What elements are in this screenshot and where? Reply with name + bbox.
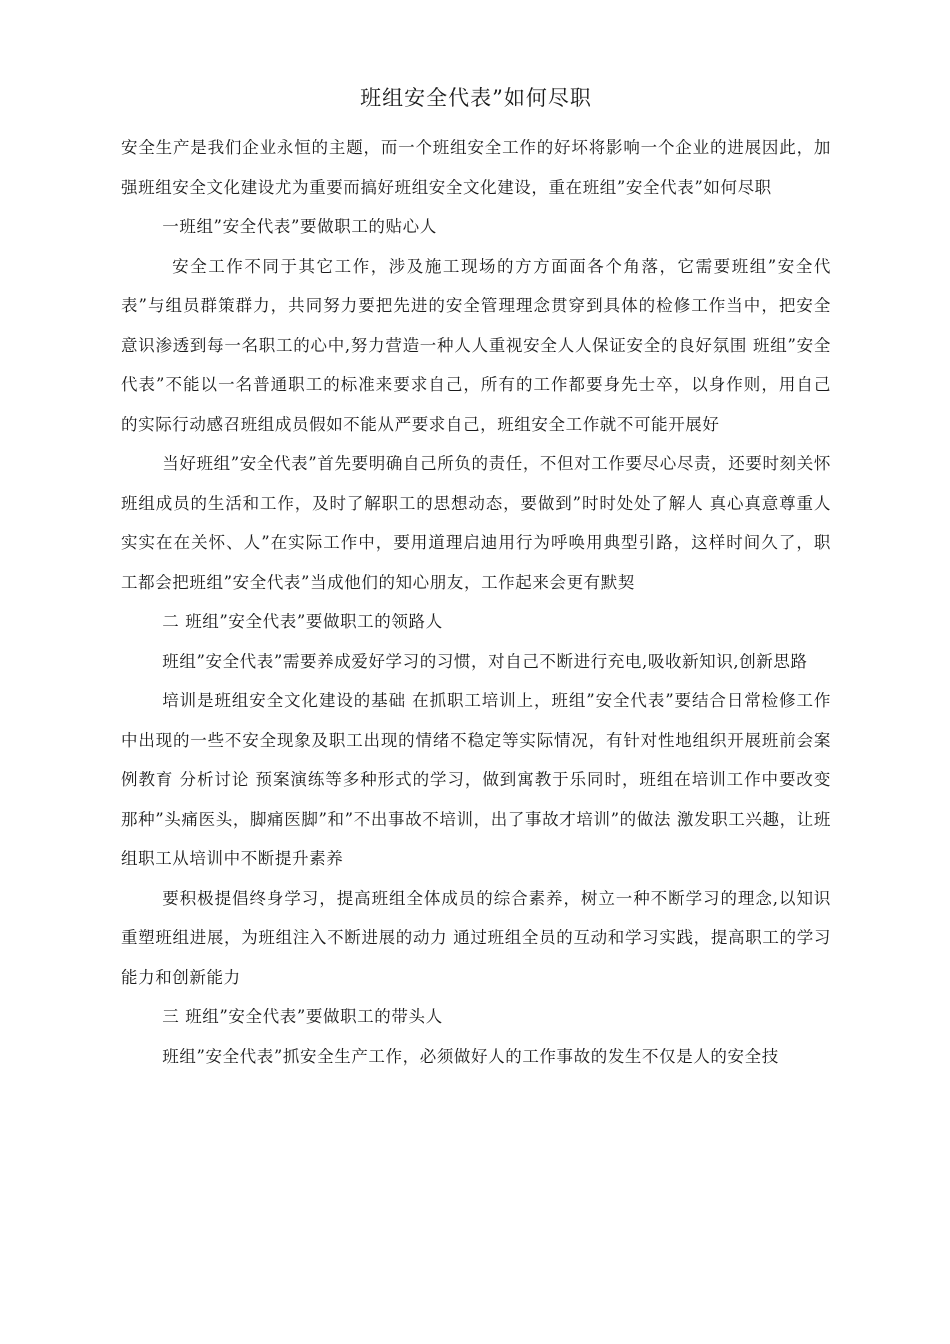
paragraph: 安全工作不同于其它工作，涉及施工现场的方方面面各个角落，它需要班组”安全代表”与组员群策群力，共同努力要把先进的安全管理理念贯穿到具体的检修工作当中，把安全意识渗透到每一名职工的心中,努力营造一种人人重视安全人人保证安全的良好氛围 班组”安全代表”不能以一名普通职工的标准来要求自己，所有的工作都要身先士卒，以身作则，用自己的实际行动感召班组成员假如不能从严要求自己，班组安全工作就不可能开展好 xyxy=(121,256,831,434)
paragraph-intro: 安全生产是我们企业永恒的主题，而一个班组安全工作的好坏将影响一个企业的进展因此，加强班组安全文化建设尤为重要而搞好班组安全文化建设，重在班组”安全代表”如何尽职 xyxy=(121,138,831,197)
section-heading-2: 二 班组”安全代表”要做职工的领路人 xyxy=(162,612,443,631)
paragraph: 班组”安全代表”需要养成爱好学习的习惯，对自己不断进行充电,吸收新知识,创新思路 xyxy=(162,651,808,671)
paragraph: 当好班组”安全代表”首先要明确自己所负的责任，不但对工作要尽心尽责，还要时刻关怀班组成员的生活和工作，及时了解职工的思想动态，要做到”时时处处了解人 真心真意尊重人 实实在在关怀、人”在实际工作中，要用道理启迪用行为呼唤用典型引路，这样时间久了，职工都会把班组”安全代表”当成他们的知心朋友，工作起来会更有默契 xyxy=(121,454,831,592)
paragraph: 培训是班组安全文化建设的基础 在抓职工培训上，班组”安全代表”要结合日常检修工作中出现的一些不安全现象及职工出现的情绪不稳定等实际情况，有针对性地组织开展班前会案例教育 分析讨论 预案演练等多种形式的学习，做到寓教于乐同时，班组在培训工作中要改变那种”头痛医头，脚痛医脚”和”不出事故不培训，出了事故才培训”的做法 激发职工兴趣，让班组职工从培训中不断提升素养 xyxy=(121,691,831,868)
paragraph: 班组”安全代表”抓安全生产工作，必须做好人的工作事故的发生不仅是人的安全技 xyxy=(162,1046,779,1066)
section-heading-3: 三 班组”安全代表”要做职工的带头人 xyxy=(162,1007,443,1026)
document-body xyxy=(121,128,831,1076)
document-title: 班组安全代表”如何尽职 xyxy=(360,86,592,110)
section-heading-1: 一班组”安全代表”要做职工的贴心人 xyxy=(162,217,437,236)
document-page xyxy=(121,78,831,1076)
paragraph: 要积极提倡终身学习，提高班组全体成员的综合素养，树立一种不断学习的理念,以知识重塑班组进展，为班组注入不断进展的动力 通过班组全员的互动和学习实践，提高职工的学习能力和创新能力 xyxy=(121,888,831,987)
